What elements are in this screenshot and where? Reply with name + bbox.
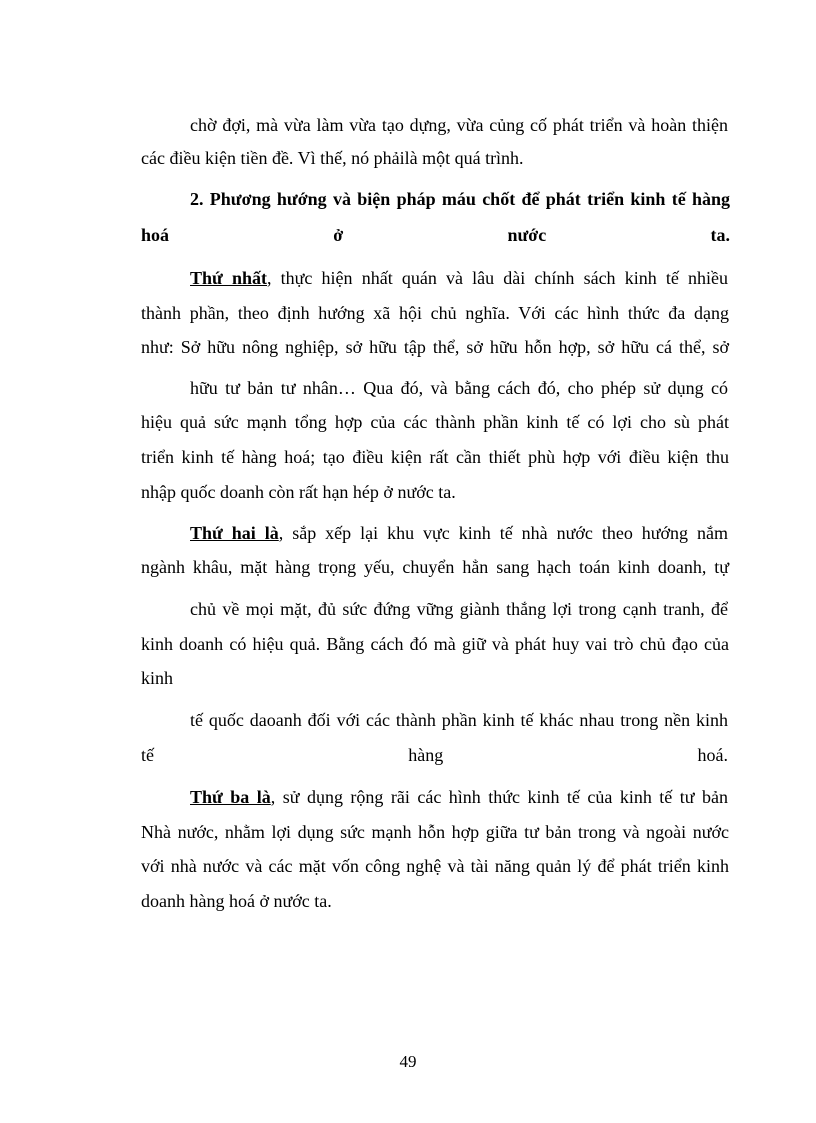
- heading-word: nước: [507, 225, 547, 245]
- para2-line-3: chủ về mọi mặt, đủ sức đứng vững giành thắng lợi trong cạnh tranh, để: [190, 599, 728, 619]
- page-number: 49: [399, 1052, 417, 1071]
- heading-word: hoá: [141, 225, 170, 245]
- para2-lead: Thứ hai là: [190, 523, 279, 543]
- para2-line-7: [141, 744, 728, 766]
- para3-line-2: Nhà nước, nhằm lợi dụng sức mạnh hỗn hợp giữa tư bản trong và ngoài nước: [141, 822, 729, 842]
- para1-line-7: nhập quốc doanh còn rất hạn hép ở nước ta.: [141, 482, 456, 502]
- para1-lead: Thứ nhất: [190, 268, 267, 288]
- para2-word: hoá.: [697, 745, 728, 765]
- para3-line-1: [190, 786, 728, 808]
- para1-line-4: hữu tư bản tư nhân… Qua đó, và bằng cách đó, cho phép sử dụng có: [190, 378, 728, 398]
- section-heading-line-2: [141, 224, 730, 246]
- para1-line-2: thành phần, theo định hướng xã hội chủ nghĩa. Với các hình thức đa dạng: [141, 303, 729, 323]
- heading-word: ở: [333, 225, 344, 245]
- section-heading-line-1: 2. Phương hướng và biện pháp máu chốt để phát triển kinh tế hàng: [190, 189, 730, 209]
- para2-line-5: kinh: [141, 668, 174, 688]
- para3-line-1-text: , sử dụng rộng rãi các hình thức kinh tế của kinh tế tư bản: [270, 787, 728, 807]
- para1-line-1: [190, 267, 728, 289]
- para1-line-3: như: Sở hữu nông nghiệp, sở hữu tập thể, sở hữu hỗn hợp, sở hữu cá thể, sở: [141, 337, 729, 357]
- para1-line-5: hiệu quả sức mạnh tổng hợp của các thành phần kinh tế có lợi cho sù phát: [141, 412, 729, 432]
- para2-line-2: ngành khâu, mặt hàng trọng yếu, chuyển hẳn sang hạch toán kinh doanh, tự: [141, 557, 729, 577]
- para2-line-1-text: , sắp xếp lại khu vực kinh tế nhà nước theo hướng nắm: [278, 523, 729, 543]
- para2-line-6: tế quốc daoanh đối với các thành phần kinh tế khác nhau trong nền kinh: [190, 710, 728, 730]
- para1-line-1-text: , thực hiện nhất quán và lâu dài chính sách kinh tế nhiều: [267, 268, 729, 288]
- heading-word: ta.: [710, 225, 730, 245]
- para2-line-1: [190, 522, 728, 544]
- para2-word: tế: [141, 745, 154, 765]
- intro-line-1: chờ đợi, mà vừa làm vừa tạo dựng, vừa củng cố phát triển và hoàn thiện: [190, 115, 728, 135]
- para1-line-6: triển kinh tế hàng hoá; tạo điều kiện rất cần thiết phù hợp với điều kiện thu: [141, 447, 729, 467]
- para2-word: hàng: [408, 745, 444, 765]
- para3-line-4: doanh hàng hoá ở nước ta.: [141, 891, 332, 911]
- para3-line-3: với nhà nước và các mặt vốn công nghệ và tài năng quản lý để phát triển kinh: [141, 856, 729, 876]
- intro-line-2: các điều kiện tiền đề. Vì thế, nó phảilà một quá trình.: [141, 148, 524, 168]
- para3-lead: Thứ ba là: [190, 787, 271, 807]
- para2-line-4: kinh doanh có hiệu quả. Bằng cách đó mà giữ và phát huy vai trò chủ đạo của: [141, 634, 729, 654]
